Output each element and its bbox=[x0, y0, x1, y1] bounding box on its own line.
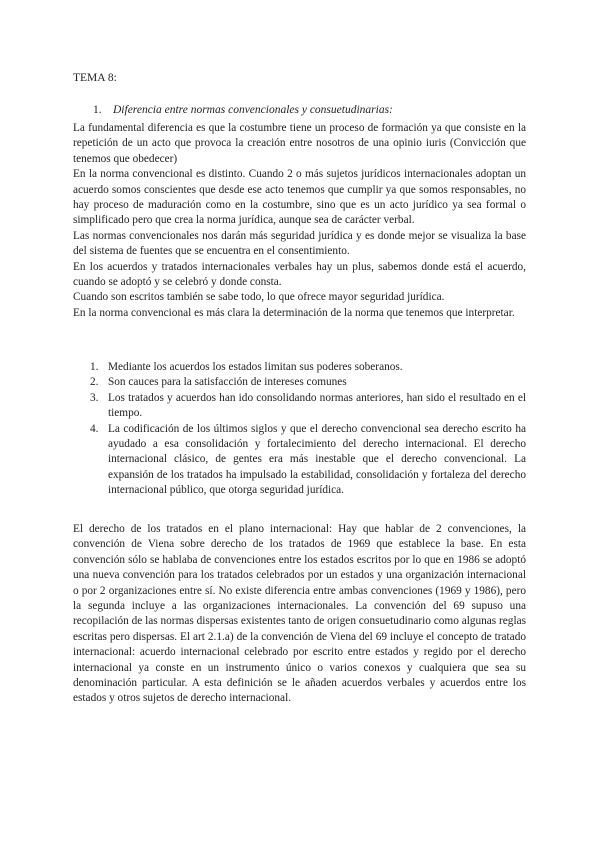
paragraph: En los acuerdos y tratados internacionales verbales hay un plus, sabemos donde está el acuerdo, cuando se adoptó y se celebró y donde consta. bbox=[73, 260, 526, 289]
paragraph: El derecho de los tratados en el plano internacional: Hay que hablar de 2 convenciones, la convención de Viena sobre derecho de los tratados de 1969 que establece la base. En esta convención sólo se hablaba de convenciones entre los estados escritos por lo que en 1986 se adoptó una nueva convención para los tratados celebrados por un estados y una organización internacional o por 2 organizaciones entre sí. No existe diferencia entre ambas convenciones (1969 y 1986), pero la segunda incluye a las organizaciones internacionales. La convención del 69 supuso una recopilación de las normas dispersas existentes tanto de origen consuetudinario como algunas reglas escritas pero dispersas. El art 2.1.a) de la convención de Viena del 69 incluye el concepto de tratado internacional: acuerdo internacional celebrado por escrito entre estados y regido por el derecho internacional ya conste en un instrumento único o varios conexos y cualquiera que sea su denominación particular. A esta definición se le añaden acuerdos verbales y acuerdos entre los estados y otros sujetos de derecho internacional. bbox=[73, 523, 526, 705]
treaties-paragraph bbox=[73, 522, 526, 707]
list-item bbox=[73, 422, 526, 499]
list-item-number: 1. bbox=[90, 361, 99, 373]
list-item-text: Mediante los acuerdos los estados limitan sus poderes soberanos. bbox=[108, 361, 403, 373]
paragraph: La fundamental diferencia es que la costumbre tiene un proceso de formación ya que consiste en la repetición de un acto que provoca la creación entre nosotros de una opinio iuris (Convicción que tenemos que obedecer) bbox=[73, 122, 526, 165]
section-title-text: Diferencia entre normas convencionales y consuetudinarias: bbox=[113, 104, 393, 116]
paragraph: En la norma convencional es distinto. Cuando 2 o más sujetos jurídicos internacionales adoptan un acuerdo somos conscientes que desde ese acto tenemos que cumplir ya que somos responsables, no hay proceso de maduración como en la costumbre, sino que es un acto jurídico ya sea formal o simplificado pero que crea la norma jurídica, aunque sea de carácter verbal. bbox=[73, 168, 526, 227]
section-title bbox=[93, 104, 393, 116]
intro-paragraphs bbox=[73, 121, 526, 321]
list-item-number: 3. bbox=[90, 391, 99, 404]
section-number: 1. bbox=[93, 104, 102, 116]
numbered-list bbox=[73, 360, 526, 499]
list-item-text: Son cauces para la satisfacción de intereses comunes bbox=[108, 376, 347, 389]
paragraph: Las normas convencionales nos darán más seguridad jurídica y es donde mejor se visualiza la base del sistema de fuentes que se encuentra en el consentimiento. bbox=[73, 229, 526, 258]
page-heading: TEMA 8: bbox=[73, 72, 117, 84]
list-item bbox=[73, 375, 526, 390]
list-item bbox=[73, 391, 526, 422]
list-item-text: Los tratados y acuerdos han ido consolidando normas anteriores, han sido el resultado en el tiempo. bbox=[108, 391, 526, 420]
paragraph: Cuando son escritos también se sabe todo, lo que ofrece mayor seguridad jurídica. bbox=[73, 291, 445, 304]
list-item-number: 2. bbox=[90, 376, 99, 389]
list-item-text: La codificación de los últimos siglos y que el derecho convencional sea derecho escrito ha ayudado a esa consolidación y fortalecimiento del derecho internacional. El derecho internacional clásico, de gentes era más inestable que el derecho convencional. La expansión de los tratados ha impulsado la estabilidad, consolidación y fortaleza del derecho internacional público, que otorga seguridad jurídica. bbox=[108, 422, 526, 497]
list-item bbox=[73, 360, 526, 375]
list-item-number: 4. bbox=[90, 422, 99, 435]
paragraph: En la norma convencional es más clara la determinación de la norma que tenemos que interpretar. bbox=[73, 306, 515, 319]
